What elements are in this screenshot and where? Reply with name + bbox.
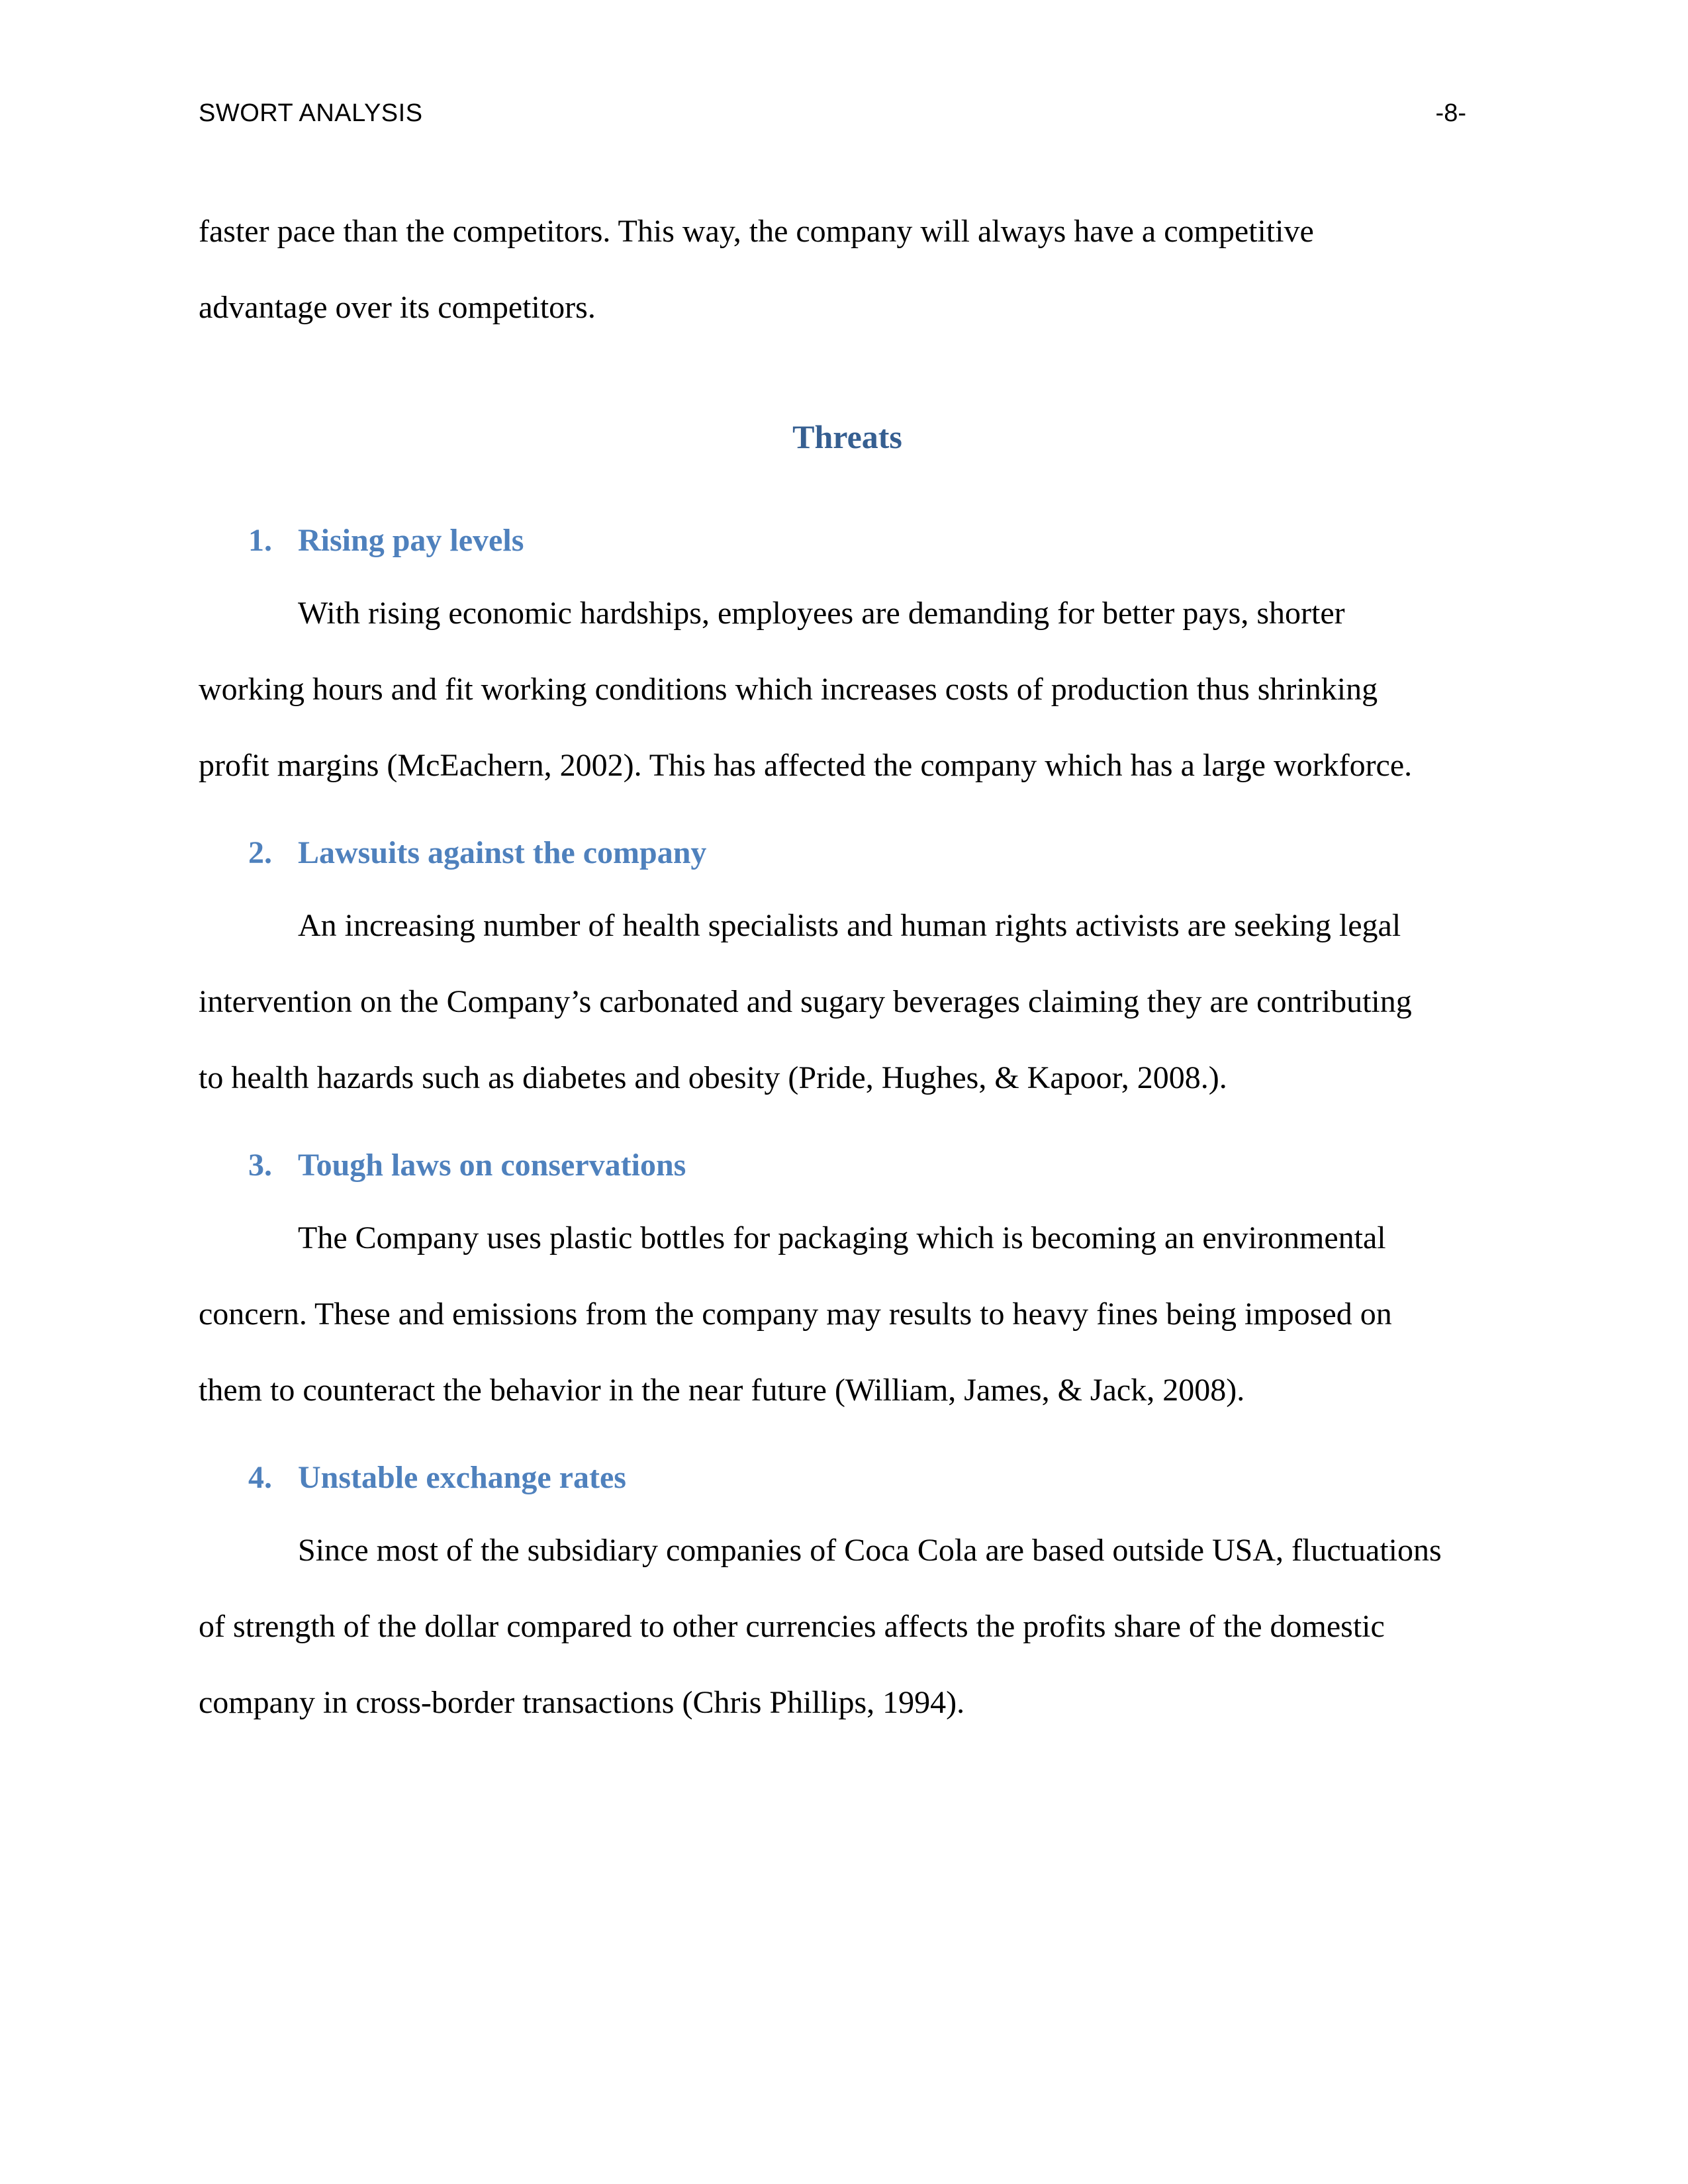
- threat-heading-2: [199, 833, 1496, 873]
- threat-title: Lawsuits against the company: [298, 835, 707, 870]
- paragraph-line: With rising economic hardships, employees are demanding for better pays, shorter: [298, 596, 1345, 631]
- threat-title: Rising pay levels: [298, 523, 524, 558]
- paragraph-line: to health hazards such as diabetes and obesity (Pride, Hughes, & Kapoor, 2008.).: [199, 1060, 1227, 1095]
- paragraph-line: working hours and fit working conditions which increases costs of production thus shrinking: [199, 672, 1378, 707]
- threat-number: 3.: [248, 1148, 272, 1183]
- document-body: [199, 193, 1496, 1741]
- paragraph-line: intervention on the Company’s carbonated and sugary beverages claiming they are contributing: [199, 984, 1412, 1019]
- threat-paragraph-3: [199, 1200, 1496, 1428]
- threat-paragraph-1: [199, 575, 1496, 803]
- section-title: Threats: [792, 418, 902, 455]
- paragraph-line: concern. These and emissions from the company may results to heavy fines being imposed on: [199, 1297, 1392, 1332]
- paragraph-line: advantage over its competitors.: [199, 290, 596, 325]
- threat-number: 1.: [248, 523, 272, 558]
- paragraph-line: profit margins (McEachern, 2002). This has affected the company which has a large workforce.: [199, 748, 1413, 783]
- paragraph-line: of strength of the dollar compared to other currencies affects the profits share of the domestic: [199, 1609, 1385, 1644]
- threat-heading-4: [199, 1458, 1496, 1498]
- page-number: -8-: [1435, 99, 1466, 127]
- running-head: SWORT ANALYSIS: [199, 99, 423, 127]
- paragraph-line: An increasing number of health specialists and human rights activists are seeking legal: [298, 908, 1401, 943]
- threat-title: Tough laws on conservations: [298, 1148, 686, 1183]
- paragraph-line: company in cross-border transactions (Chris Phillips, 1994).: [199, 1685, 965, 1720]
- paragraph-line: Since most of the subsidiary companies of Coca Cola are based outside USA, fluctuations: [298, 1533, 1442, 1568]
- threat-heading-3: [199, 1146, 1496, 1185]
- threat-number: 4.: [248, 1460, 272, 1495]
- threat-paragraph-2: [199, 887, 1496, 1116]
- threat-number: 2.: [248, 835, 272, 870]
- intro-paragraph: [199, 193, 1496, 345]
- paragraph-line: faster pace than the competitors. This way, the company will always have a competitive: [199, 214, 1314, 249]
- threat-paragraph-4: [199, 1512, 1496, 1741]
- threat-title: Unstable exchange rates: [298, 1460, 626, 1495]
- paragraph-line: them to counteract the behavior in the near future (William, James, & Jack, 2008).: [199, 1373, 1245, 1408]
- threat-heading-1: [199, 521, 1496, 561]
- paragraph-line: The Company uses plastic bottles for packaging which is becoming an environmental: [298, 1220, 1386, 1255]
